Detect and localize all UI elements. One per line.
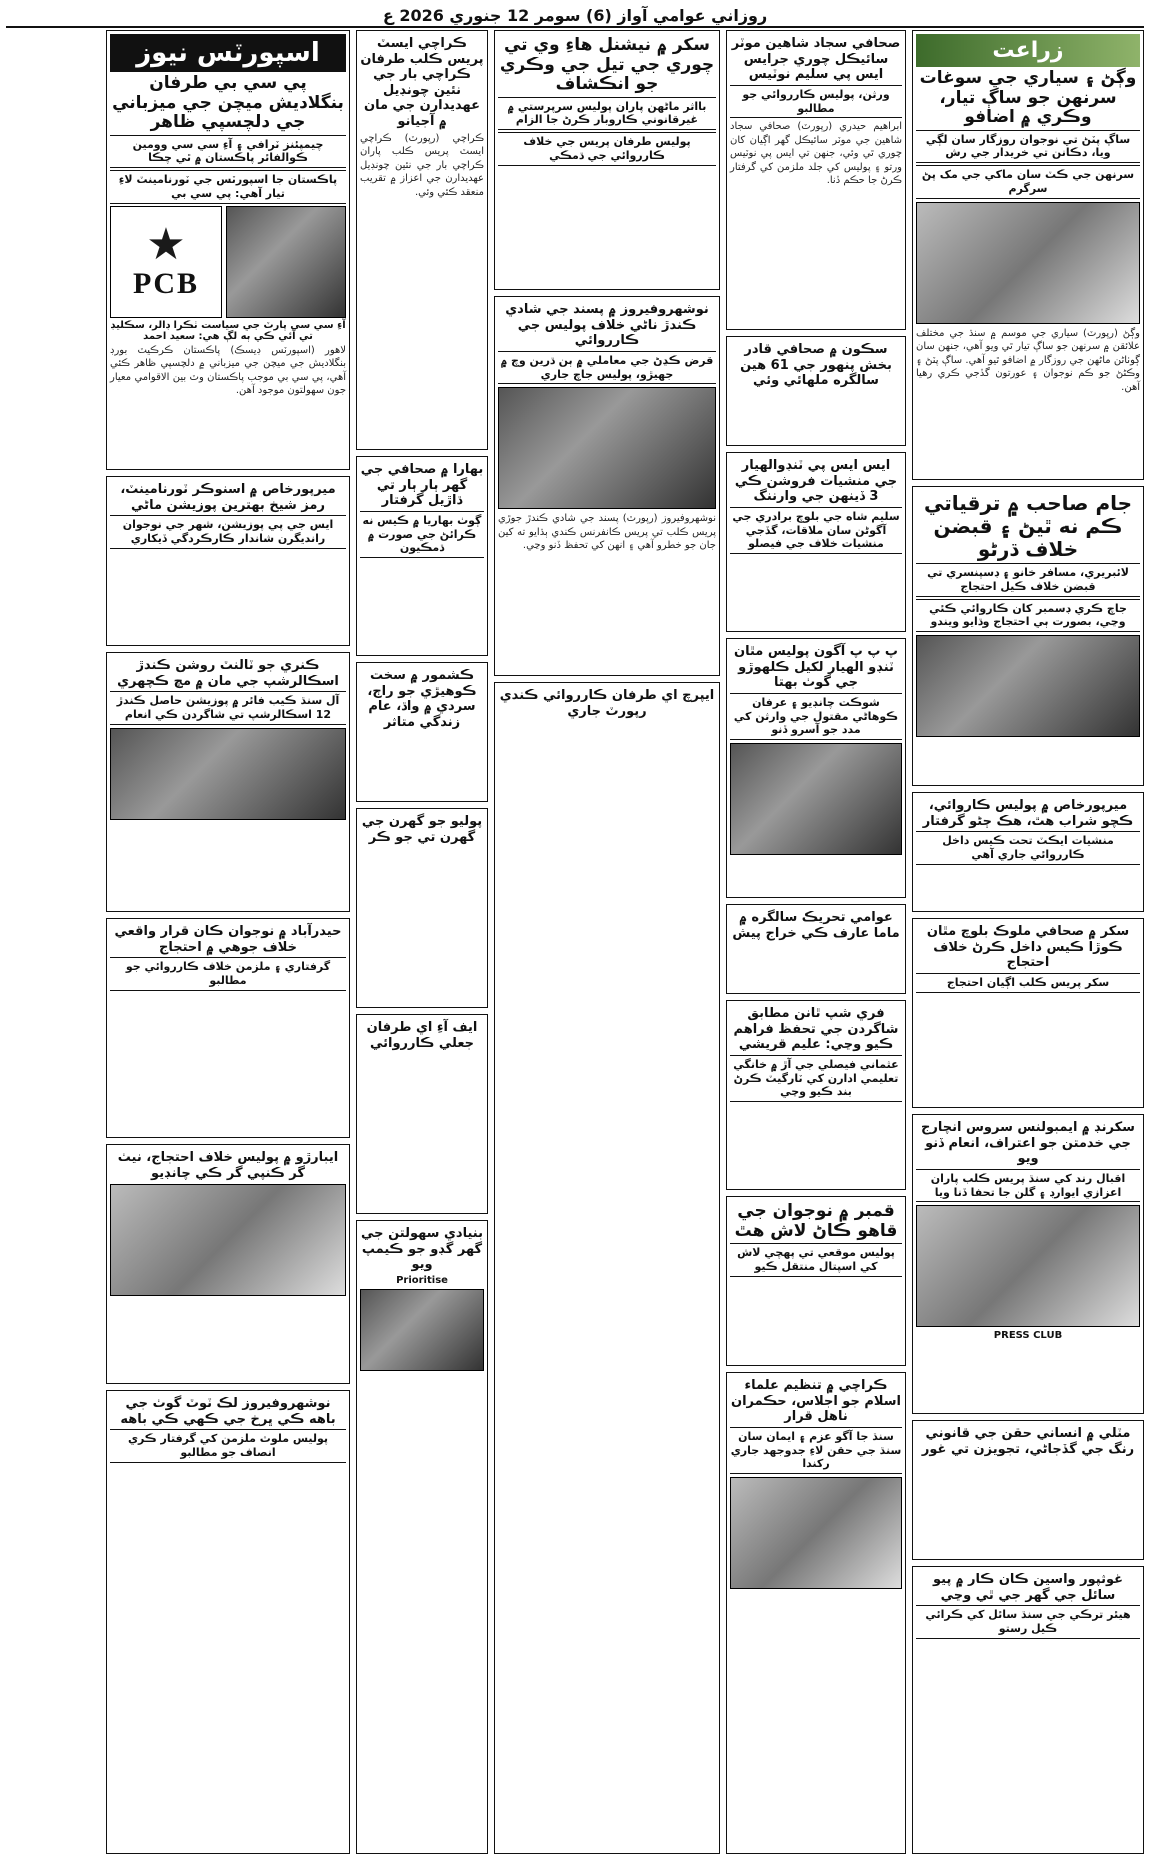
mirpurkhas-police-subhead: منشيات ايڪٽ تحت ڪيس داخل ڪارروائي جاري آهي [916,831,1140,865]
sajjad-subhead: ورثن، پوليس ڪارروائي جو مطالبو [730,85,902,119]
snooker-story [106,476,350,646]
naushahro-fire-story [106,1390,350,1854]
sukkur-journalist-subhead: سکر پريس ڪلب اڳيان احتجاج [916,973,1140,993]
jam-sahib-headline: جام صاحب ۾ ترقياتي ڪم نه ٿيڻ ۽ قبضن خلاف ڌرڻو [923,491,1133,561]
sajjad-text: ابراهيم حيدري (رپورٽ) صحافي سجاد شاهين جي موٽر سائيڪل گهر اڳيان کان چوري ٿي وئي، جنهن تي ايس پي نوٽيس ورتو ۽ پوليس کي جلد ملزمن کي گرفتار ڪرڻ جا حڪم ڏنا. [730,121,902,187]
pcb-subhead: چيمپئنز ٽرافي ۽ آءِ سي سي وومين ڪوالفائر پاڪستان ۾ ٿي چڪا [110,135,346,169]
kunri-talent-photo [110,728,346,820]
pcb-story-text: لاهور (اسپورٽس ڊيسڪ) پاڪستان ڪرڪيٽ بورڊ بنگلاديش جي ميچن جي ميزباني ۾ دلچسپي ظاهر ڪئي آهي، پي سي بي موجب پاڪستان وٽ بين الاقوامي معيار جون سهولتون موجود آهن. [110,344,346,397]
sukkur-oil-story [494,30,720,290]
sajjad-headline: صحافي سجاد شاهين موٽر سائيڪل چوري جرايس ايس پي سليم نوٽيس [731,36,901,83]
facilities-photo [360,1289,484,1371]
kunri-talent-subhead: آل سنڌ ڪيب فائر ۾ پوزيشن حاصل ڪندڙ 12 اسڪالرشپ تي شاگردن ڪي انعام [110,691,346,725]
fia-report-headline: ايپرچ اي طرفان ڪارروائي ڪندي رپورٽ جاري [499,688,715,719]
cricket-photo [226,206,346,318]
qadir-bux-headline: سڪون ۾ صحافي قادر بخش پنهور جي 61 هين سالگره ملهائي وئي [740,342,892,389]
sports-story [106,30,350,470]
column-1 [912,30,1144,1854]
karachi-east-headline: ڪراچي ايسٽ پريس ڪلب طرفان ڪراچي بار جي نئين چونڊيل عهديدارن جي مان ۾ آجيانو [360,36,484,129]
cricket-caption: آءِ سي سي پارٽ جي سياست ٺڪرا ڊالر، سڪليڊ تي آئي ڪي ٻه لڳ هي: سعيد احمد [110,319,346,342]
masthead-text: روزاني عوامي آواز (6) سومر 12 جنوري 2026 ع [382,5,768,25]
ppp-leader-headline: پ پ پ آگون پوليس مٿان ٽنڊو الهيار لکيل ڪلهوڙو جي گوٺ بهتا [733,644,898,691]
jam-sahib-story [912,486,1144,786]
kunri-talent-story [106,652,350,912]
ghauspur-subhead: هيئر ترڪي جي سنڌ سائل کي ڪرائي ڪيل رستو [916,1605,1140,1639]
agri-headline: وڳڻ ۽ سياري جي سوغات سرنهن جو ساڳ تيار، وڪري ۾ اضافو [919,68,1137,128]
facilities-story [356,1220,488,1854]
sukkur-oil-headline: سکر ۾ نيشنل هاءِ وي تي چوري جي تيل جي وڪري جو انڪشاف [499,35,715,95]
agri-story [912,30,1144,480]
bahara-headline: بهارا ۾ صحافي جي گهر ٻار ٻار تي ڌاڙيل گرفتار [360,462,484,509]
polio-headline: پوليو جو گهرن جي گهرن تي جو ڪر [361,814,483,845]
mirpurkhas-police-story [912,792,1144,912]
awami-tehreek-headline: عوامي تحريڪ سالگره ۾ ماما عارف ڪي خراج پيش [732,910,900,941]
prioritise-caption: Prioritise [396,1274,448,1286]
fia-story [356,1014,488,1214]
free-ship-headline: فري شپ ٿانن مطابق شاگردن جي تحفظ فراهم ڪيو وڃي: عليم قريشي [733,1006,899,1053]
ubauro-protest-story [106,1144,350,1384]
qambar-headline: قمبر ۾ نوجوان جي قاهو ڪاڻ لاش هٿ [734,1201,898,1241]
sports-banner: اسپورٽس نيوز [110,34,346,72]
sakrand-ambulance-story [912,1114,1144,1414]
snooker-subhead: ايس جي پي پوزيشن، شهر جي نوجوان رانديگرن شاندار ڪارڪردگي ڏيکاري [110,515,346,549]
naushahro-fire-headline: نوشهروفيروز لڪ ٽوٽ گوٺ جي باهه ڪي ڀرخ جي ڪهي ڪي باهه [120,1396,336,1427]
ulema-story [726,1372,906,1854]
fia-headline: ايف آءِ اي طرفان جعلي ڪارروائي [366,1020,478,1051]
sukkur-oil-subhead-2: پوليس طرفان پريس جي خلاف ڪارروائي جي ڌمڪي [498,132,716,166]
karachi-east-story [356,30,488,450]
fia-report-story [494,682,720,1854]
agri-subhead-2: سرنهن جي ڪٽ سان ماکي جي مک پڻ سرگرم [916,165,1140,199]
snooker-headline: ميرپورخاص ۾ اسنوڪر ٽورنامينٽ، رمز شيخ بهترين پوزيشن ماڻي [120,482,336,513]
ssp-tando-subhead: سليم شاه جي بلوچ برادري جي آگوڻن سان ملاقات، گڏجي منشيات خلاف جي فيصلو [730,507,902,554]
sakrand-ambulance-subhead: اقبال رند کي سنڌ پريس ڪلب پاران اعزازي ايوارڊ ۽ گلن جا تحفا ڏنا ويا [916,1169,1140,1203]
mirpurkhas-police-headline: ميرپورخاص ۾ پوليس ڪاروائي، ڪچو شراب هٿ، هڪ ڄڻو گرفتار [922,798,1134,829]
kashmore-fog-headline: ڪشمور ۾ سخت ڪوهيڙي جو راڄ، سردي ۾ واڌ، عام زندگي متاثر [367,668,477,730]
ulema-photo [730,1477,902,1589]
ulema-headline: ڪراچي ۾ تنظيم علماء اسلام جو اجلاس، حڪمران ناهل قرار [731,1378,901,1425]
hyderabad-protest-story [106,918,350,1138]
column-2 [726,30,906,1854]
sakrand-ambulance-headline: سکرنڊ ۾ ايمبولنس سروس انچارج جي خدمتن جو اعتراف، انعام ڏنو ويو [921,1120,1135,1167]
kashmore-fog-story [356,662,488,802]
sukkur-journalist-story [912,918,1144,1108]
matli-story [912,1420,1144,1560]
awami-tehreek-story [726,904,906,994]
column-3 [494,30,720,1854]
columns [6,30,1144,1854]
pcb-headline: پي سي بي طرفان بنگلاديش ميچن جي ميزباني جي دلچسپي ظاهر [112,73,344,133]
qambar-subhead: پوليس موقعي تي پهچي لاش کي اسپتال منتقل ڪيو [730,1243,902,1277]
ppp-leader-story [726,638,906,898]
press-club-caption: PRESS CLUB [993,1330,1063,1342]
naushahro-couple-story [494,296,720,676]
jam-sahib-subhead-2: جاچ ڪري ڊسمبر کان ڪاروائي ڪئي وڃي، بصورت ٻي احتجاج وڌايو ويندو [916,599,1140,633]
press-club-photo [916,1205,1140,1327]
bahara-story [356,456,488,656]
naushahro-couple-photo [498,387,716,509]
ubauro-protest-headline: ايبارڙو ۾ پوليس خلاف احتجاج، نيٺ گر ڪنپي گر ڪي چانڊيو [117,1150,339,1181]
ssp-tando-headline: ايس ايس پي ٽنڊوالهيار جي منشيات فروشن ڪي 3 ڏينهن جي وارننگ [734,458,898,505]
polio-story [356,808,488,1008]
karachi-east-text: ڪراچي (رپورٽ) ڪراچي ايسٽ پريس ڪلب پاران ڪراچي بار جي نئين چونڊيل عهديدارن جي اعزاز ۾ تقريب منعقد ڪئي وئي. [360,132,484,198]
star-icon: ★ [146,218,186,270]
matli-headline: مٽلي ۾ انساني حقن جي قانوني رنگ جي گڏجاڻي، تجويزن تي غور [921,1426,1135,1457]
facilities-headline: بنيادي سهولتن جي گهر گڊو جو ڪيمپ ويو [361,1226,483,1273]
agri-subhead: ساڳ پٽڻ تي نوجوان روزگار سان لڳي ويا، دڪانن تي خريدار جي رش [916,130,1140,164]
sajjad-story [726,30,906,330]
ssp-tando-story [726,452,906,632]
free-ship-story [726,1000,906,1190]
bahara-subhead: ڳوٺ بهاريا ۾ ڪيس نه ڪرائڻ جي صورت ۾ ڌمڪيون [360,511,484,558]
kunri-talent-headline: ڪنري جو ٽالنٽ روشن ڪندڙ اسڪالرشپ جي مان ۾ مچ ڪچهري [117,658,339,689]
jam-sahib-subhead: لائبريري، مسافر خانو ۽ ڊسپنسري تي قبضن خلاف ڪيل احتجاج [916,563,1140,597]
jam-sahib-photo [916,635,1140,737]
agri-photo [916,202,1140,324]
ghauspur-story [912,1566,1144,1854]
pcb-logo-text: PCB [133,266,199,300]
qadir-bux-story [726,336,906,446]
free-ship-subhead: عثماني فيصلي جي آڙ ۾ خانگي تعليمي ادارن کي ٽارگيٽ ڪرڻ بند ڪيو وڃي [730,1055,902,1102]
ppp-leader-photo [730,743,902,855]
masthead [6,4,1144,28]
column-4 [356,30,488,1854]
agri-banner: زراعت [916,34,1140,67]
ulema-subhead: سنڌ جا آگو عزم ۽ ايمان سان سنڌ جي حقن لاءِ جدوجهد جاري رکندا [730,1427,902,1474]
naushahro-couple-subhead: قرض ڪڍڻ جي معاملي ۾ ٻن ڌرين وچ ۾ جهيڙو، پوليس جاچ جاري [498,351,716,385]
naushahro-couple-text: نوشهروفيروز (رپورٽ) پسند جي شادي ڪندڙ جوڙي پريس ڪلب تي پريس ڪانفرنس ڪندي ٻڌايو ته کين جان جو خطرو آهي ۽ انهن کي تحفظ ڏنو وڃي. [498,513,716,552]
sukkur-oil-subhead: بااثر ماڻهن پاران پوليس سرپرستي ۾ غيرقانوني ڪاروبار ڪرڻ جا الزام [498,97,716,131]
naushahro-couple-headline: نوشهروفيروز ۾ پسند جي شادي ڪندڙ ناڻي خلاف پوليس جي ڪارروائي [505,302,709,349]
ghauspur-headline: غوثپور واسين ڪان ڪار ۾ پيو سائل جي گهر جي ٿي وڃي [932,1572,1124,1603]
hyderabad-protest-headline: حيدرآباد ۾ نوجوان ڪان قرار واقعي خلاف جوهي ۾ احتجاج [114,924,342,955]
column-5 [106,30,350,1854]
qambar-story [726,1196,906,1366]
naushahro-fire-subhead: پوليس ملوث ملزمن کي گرفتار ڪري انصاف جو مطالبو [110,1429,346,1463]
hyderabad-protest-subhead: گرفتاري ۽ ملزمن خلاف ڪارروائي جو مطالبو [110,957,346,991]
sukkur-journalist-headline: سکر ۾ صحافي ملوڪ بلوچ مٿان ڪوڙا ڪيس داخل ڪرڻ خلاف احتجاج [926,924,1130,971]
agri-story-text: وڳڻ (رپورٽ) سياري جي موسم ۾ سنڌ جي مختلف علائقن ۾ سرنهن جو ساڳ تيار ٿي ويو آهي، جنهن سان ڳوٺاڻن ماڻهن جي روزگار ۾ اضافو ٿيو آهي. ساڳ پٽڻ ۽ وڪڻڻ جو ڪم نوجوان ۽ عورتون گڏجي ڪري رهيا آهن. [916,327,1140,393]
pcb-logo [110,206,222,318]
pcb-subhead-2: پاڪستان جا اسپورٽس جي ٽورنامينٽ لاءِ تيار آهي: پي سي بي [110,170,346,204]
ubauro-protest-photo [110,1184,346,1296]
ppp-leader-subhead: شوڪت چانڊيو ۽ عرفان ڪوهاڻي مقتول جي وارثن کي مدد جو آسرو ڏنو [730,693,902,740]
